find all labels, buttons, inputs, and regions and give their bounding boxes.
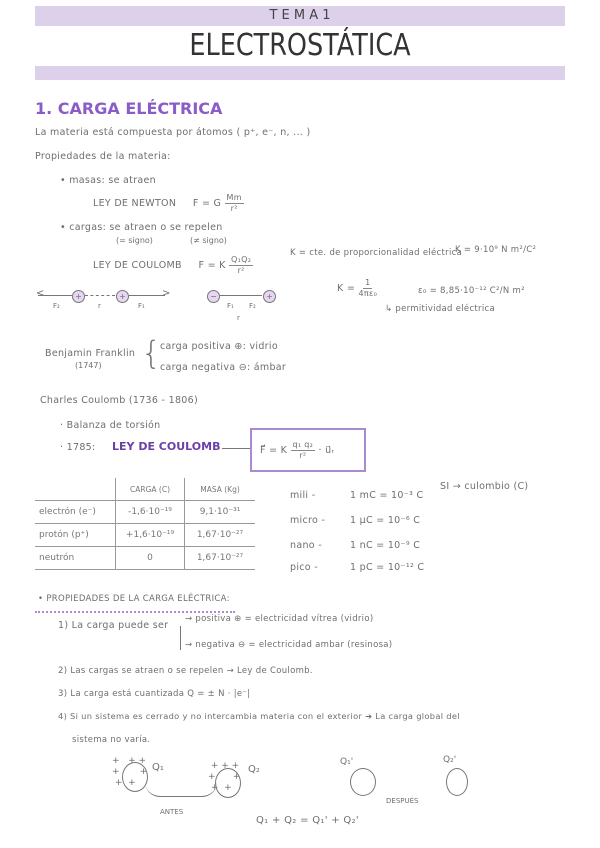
table-header bbox=[35, 478, 255, 501]
coulomb-lhs: F = K bbox=[198, 260, 226, 271]
prefix-value: 1 μC = 10⁻⁶ C bbox=[350, 515, 421, 526]
cell: -1,6·10⁻¹⁹ bbox=[116, 501, 185, 524]
force-arrows bbox=[220, 295, 262, 296]
attraction-diagram bbox=[207, 290, 277, 324]
k-definition: K = cte. de proporcionalidad eléctrica bbox=[290, 248, 463, 258]
positive-charge-icon: + bbox=[72, 290, 85, 303]
label-despues: DESPUÉS bbox=[386, 797, 419, 805]
formula-rhs: · u⃗ᵣ bbox=[318, 445, 335, 456]
coulomb-law-heading: LEY DE COULOMB bbox=[112, 440, 221, 453]
negative-charge-icon: − bbox=[207, 290, 220, 303]
distance-label: r bbox=[98, 302, 101, 310]
numerator: Q₁Q₂ bbox=[231, 255, 252, 264]
numerator: Mm bbox=[226, 193, 242, 202]
denominator: r² bbox=[237, 266, 245, 275]
text-line: • masas: se atraen bbox=[60, 175, 156, 186]
cell: electrón (e⁻) bbox=[35, 501, 116, 524]
franklin-year: (1747) bbox=[75, 361, 102, 370]
prefix-name: micro - bbox=[290, 515, 326, 526]
prefix-name: mili - bbox=[290, 490, 316, 501]
header-cell: CARGA (C) bbox=[116, 478, 185, 501]
plus-signs: + + + + + + + bbox=[112, 756, 148, 788]
k-formula bbox=[337, 278, 377, 299]
coulomb-law bbox=[93, 255, 253, 276]
k-value: K = 9·10⁹ N m²/C² bbox=[455, 245, 537, 255]
label-q2: Q₂ bbox=[248, 764, 260, 775]
text-line: (= signo) bbox=[116, 236, 153, 245]
header-cell: MASA (Kg) bbox=[185, 478, 256, 501]
denominator: 4πε₀ bbox=[358, 289, 378, 298]
prefix-name: pico - bbox=[290, 562, 318, 573]
repulsion-diagram bbox=[36, 288, 171, 320]
franklin-positive: carga positiva ⊕: vidrio bbox=[160, 341, 278, 352]
k-fraction bbox=[358, 278, 377, 299]
coulomb-label: LEY DE COULOMB bbox=[93, 260, 182, 271]
cell: 1,67·10⁻²⁷ bbox=[185, 547, 256, 570]
topic-number: T E M A 1 bbox=[269, 8, 331, 23]
force-arrow-right bbox=[129, 295, 165, 296]
epsilon0-value: ε₀ = 8,85·10⁻¹² C²/N m² bbox=[418, 286, 525, 296]
formula-fraction bbox=[291, 440, 316, 461]
text-line: Propiedades de la materia: bbox=[35, 151, 171, 162]
page-title: ELECTROSTÁTICA bbox=[189, 28, 411, 63]
label-antes: ANTES bbox=[160, 808, 184, 816]
property-1b: → negativa ⊖ = electricidad ambar (resinosa) bbox=[185, 640, 393, 650]
cell: neutrón bbox=[35, 547, 116, 570]
newton-fraction bbox=[225, 193, 244, 214]
text-line: La materia está compuesta por átomos ( p⁺, e⁻, n, ... ) bbox=[35, 127, 311, 138]
coulomb-fraction bbox=[229, 255, 253, 276]
positive-charge-icon: + bbox=[263, 290, 276, 303]
permitivity-note: ↳ permitividad eléctrica bbox=[385, 304, 495, 314]
property-1a: → positiva ⊕ = electricidad vítrea (vidrio) bbox=[185, 614, 374, 624]
numerator: 1 bbox=[365, 278, 371, 287]
text-line: · 1785: bbox=[60, 442, 96, 453]
text-line: (≠ signo) bbox=[190, 236, 227, 245]
cell: +1,6·10⁻¹⁹ bbox=[116, 524, 185, 547]
force-label: F₁ bbox=[227, 302, 234, 310]
cell: protón (p⁺) bbox=[35, 524, 116, 547]
denominator: r² bbox=[230, 204, 238, 213]
newton-law bbox=[93, 193, 244, 214]
franklin-name: Benjamin Franklin bbox=[45, 348, 136, 359]
branch-line bbox=[180, 626, 181, 650]
property-4: 4) Si un sistema es cerrado y no intercambia materia con el exterior ➔ La carga global del bbox=[58, 711, 460, 721]
conservation-equation: Q₁ + Q₂ = Q₁' + Q₂' bbox=[256, 815, 359, 826]
property-2: 2) Las cargas se atraen o se repelen → Ley de Coulomb. bbox=[58, 666, 313, 676]
property-4b: sistema no varía. bbox=[72, 735, 151, 745]
franklin-negative: carga negativa ⊖: ámbar bbox=[160, 362, 287, 373]
newton-lhs: F = G bbox=[192, 198, 222, 209]
connector-line bbox=[222, 448, 250, 449]
newton-label: LEY DE NEWTON bbox=[93, 198, 177, 209]
properties-heading: • PROPIEDADES DE LA CARGA ELÉCTRICA: bbox=[38, 594, 230, 604]
positive-charge-icon: + bbox=[116, 290, 129, 303]
table-row bbox=[35, 501, 255, 524]
prefix-value: 1 mC = 10⁻³ C bbox=[350, 490, 424, 501]
table-row bbox=[35, 547, 255, 570]
property-3: 3) La carga está cuantizada Q = ± N · |e⁻| bbox=[58, 689, 251, 699]
cell: 9,1·10⁻³¹ bbox=[185, 501, 256, 524]
header-cell bbox=[35, 478, 116, 501]
distance-label: r bbox=[237, 314, 240, 322]
arrow-head-icon: > bbox=[162, 288, 171, 299]
prefix-name: nano - bbox=[290, 540, 322, 551]
formula-lhs: F⃗ = K bbox=[260, 445, 288, 456]
force-label: F₁ bbox=[138, 302, 145, 310]
cell: 0 bbox=[116, 547, 185, 570]
cell: 1,67·10⁻²⁷ bbox=[185, 524, 256, 547]
heading-underline bbox=[35, 606, 235, 613]
coulomb-formula-box bbox=[250, 428, 366, 472]
prefix-value: 1 nC = 10⁻⁹ C bbox=[350, 540, 421, 551]
section-heading: 1. CARGA ELÉCTRICA bbox=[35, 99, 223, 118]
sphere-q1-prime bbox=[350, 768, 376, 796]
text-line: · Balanza de torsión bbox=[60, 420, 161, 431]
k-lhs: K = bbox=[337, 283, 356, 294]
connecting-wire bbox=[145, 782, 217, 797]
force-label: F₂ bbox=[53, 302, 60, 310]
coulomb-name: Charles Coulomb (1736 - 1806) bbox=[40, 395, 198, 406]
si-unit: SI → culombio (C) bbox=[440, 481, 529, 492]
distance-line bbox=[85, 295, 115, 296]
label-q2-prime: Q₂' bbox=[443, 755, 457, 765]
denominator: r² bbox=[299, 451, 307, 460]
title-highlight-bottom bbox=[35, 66, 565, 80]
property-1: 1) La carga puede ser bbox=[58, 620, 169, 631]
particles-table bbox=[35, 478, 255, 570]
text-line: • cargas: se atraen o se repelen bbox=[60, 222, 223, 233]
force-label: F₂ bbox=[249, 302, 256, 310]
plus-signs: + + + + + + + bbox=[208, 761, 241, 793]
arrow-head-icon: < bbox=[36, 288, 45, 299]
brace-icon: { bbox=[141, 334, 162, 372]
numerator: q₁ q₂ bbox=[292, 440, 314, 449]
label-q1-prime: Q₁' bbox=[340, 757, 354, 767]
coulomb-formula bbox=[260, 440, 334, 461]
label-q1: Q₁ bbox=[152, 762, 164, 773]
prefix-value: 1 pC = 10⁻¹² C bbox=[350, 562, 425, 573]
table-row bbox=[35, 524, 255, 547]
sphere-q2-prime bbox=[446, 768, 468, 796]
